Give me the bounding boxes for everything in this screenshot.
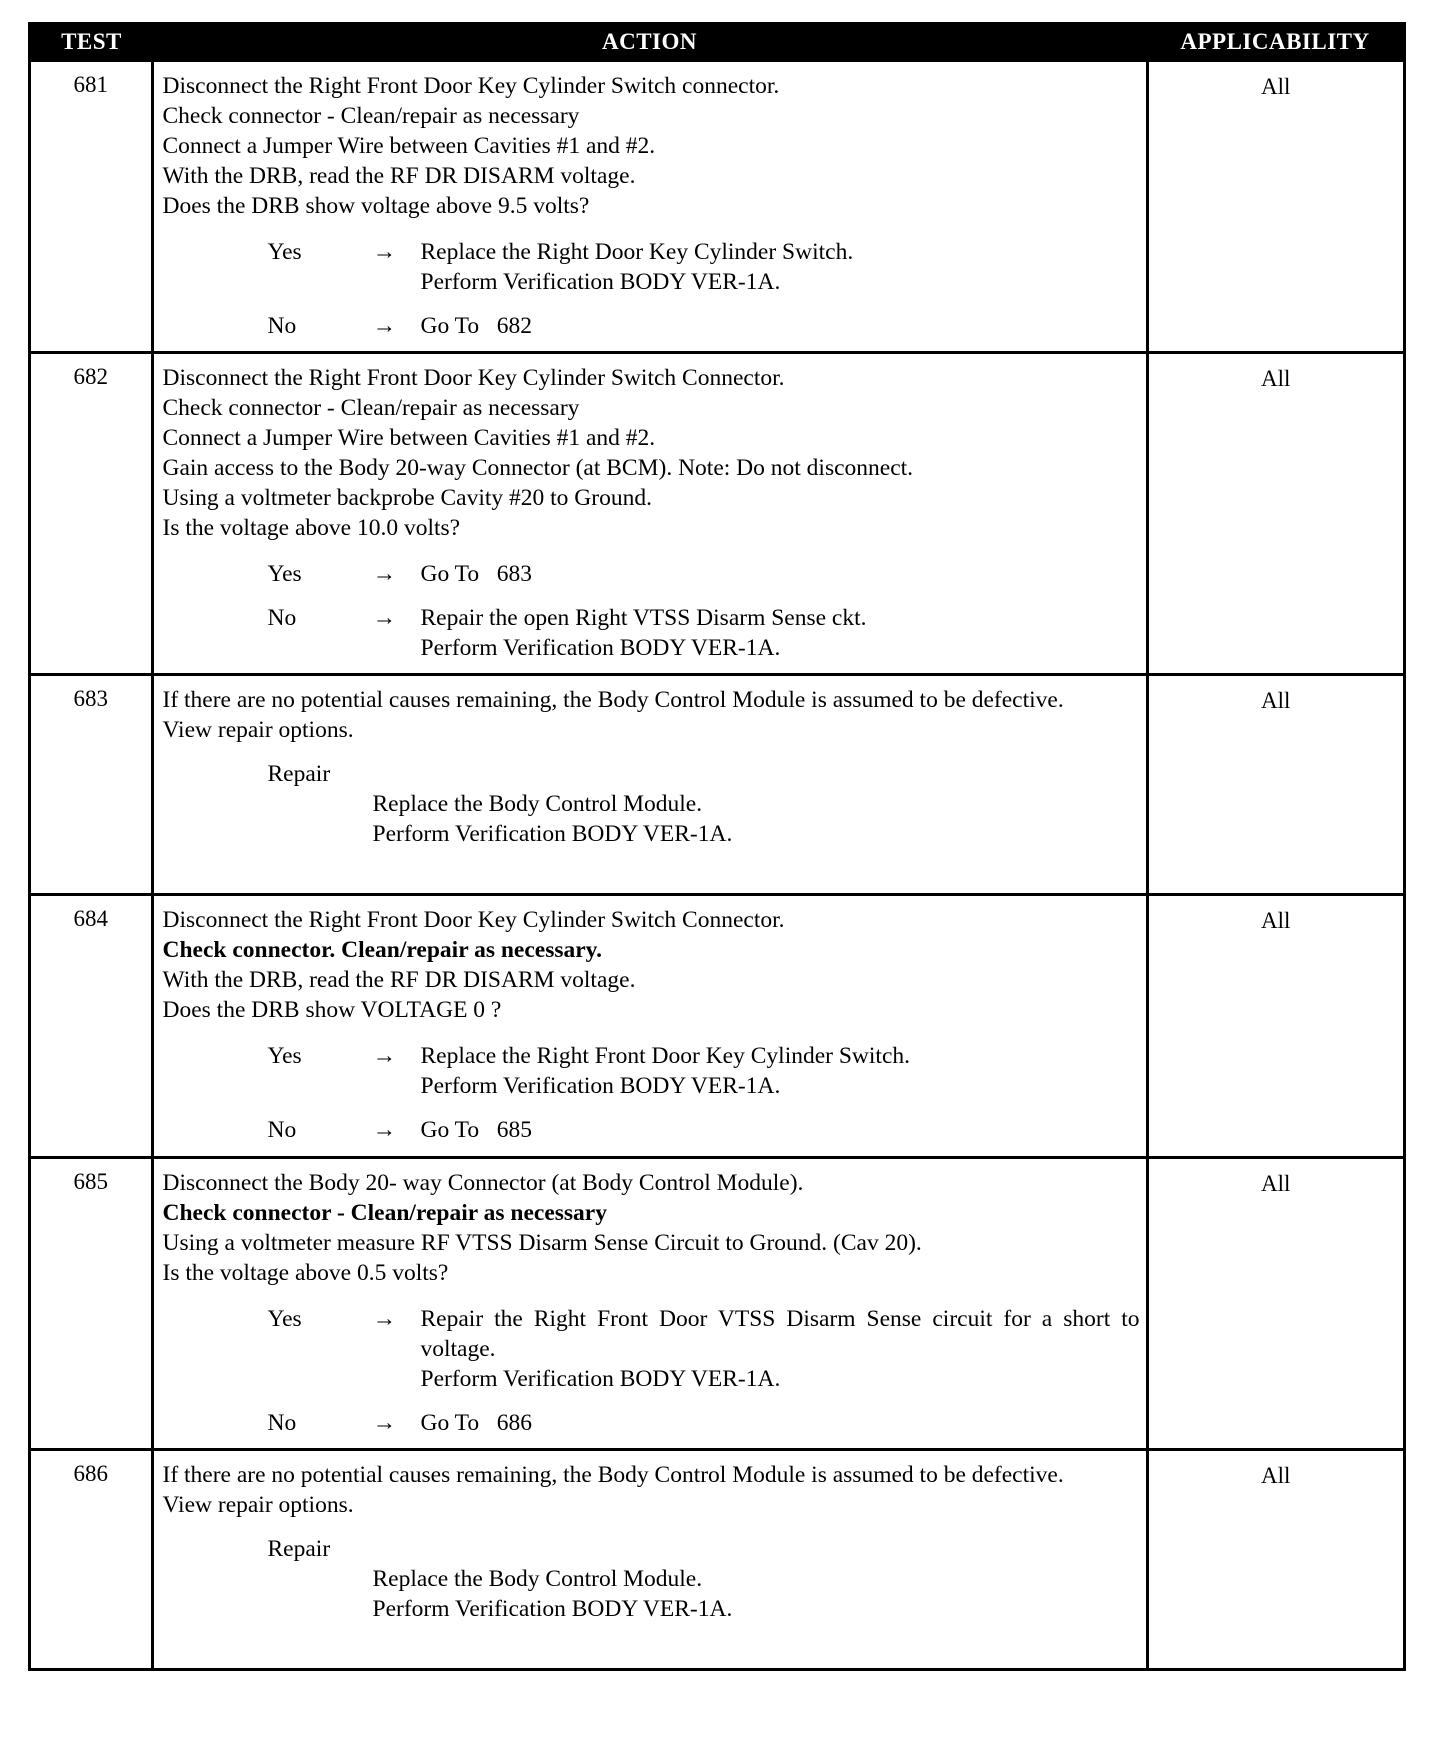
arrow-right-icon: → <box>372 561 396 587</box>
test-number: 686 <box>31 1450 152 1669</box>
repair-step: Perform Verification BODY VER-1A. <box>372 821 733 847</box>
arrow-right-icon: → <box>372 605 396 631</box>
repair-step: Perform Verification BODY VER-1A. <box>372 1596 733 1622</box>
no-branch <box>163 603 1140 663</box>
repair-steps <box>163 789 1140 849</box>
arrow-right-icon: → <box>372 1043 396 1069</box>
applicability-value: All <box>1147 1158 1403 1450</box>
action-paragraph: If there are no potential causes remaining, the Body Control Module is assumed to be defective. <box>162 1462 1064 1488</box>
test-number: 681 <box>31 61 152 353</box>
yes-branch <box>163 1304 1140 1394</box>
yes-branch <box>163 559 1140 589</box>
action-line: Disconnect the Right Front Door Key Cylinder Switch Connector. <box>162 907 785 933</box>
no-result: Go To 685 <box>420 1117 533 1143</box>
applicability-value: All <box>1147 353 1403 675</box>
yes-label: Yes <box>267 1306 302 1332</box>
yes-result: Replace the Right Front Door Key Cylinder Switch. <box>420 1043 911 1069</box>
no-result: Go To 682 <box>420 313 533 339</box>
yes-result: Perform Verification BODY VER-1A. <box>420 1073 781 1099</box>
action-paragraph: If there are no potential causes remaining, the Body Control Module is assumed to be defective. <box>162 687 1064 713</box>
table-row <box>31 61 1403 353</box>
no-result: Perform Verification BODY VER-1A. <box>420 635 781 661</box>
action-cell <box>152 1158 1147 1450</box>
no-result: Repair the open Right VTSS Disarm Sense ckt. <box>420 605 867 631</box>
yes-result: Go To 683 <box>420 561 533 587</box>
action-line: Connect a Jumper Wire between Cavities #1 and #2. <box>162 425 656 451</box>
no-label: No <box>267 1117 297 1143</box>
header-test: TEST <box>31 25 152 61</box>
action-line: Does the DRB show voltage above 9.5 volts? <box>162 193 590 219</box>
no-result: Go To 686 <box>420 1410 533 1436</box>
applicability-value: All <box>1147 61 1403 353</box>
repair-step: Replace the Body Control Module. <box>372 1566 703 1592</box>
action-line: Disconnect the Body 20- way Connector (at Body Control Module). <box>162 1170 804 1196</box>
no-branch <box>163 1408 1140 1438</box>
yes-result: Perform Verification BODY VER-1A. <box>420 1366 781 1392</box>
no-label: No <box>267 605 297 631</box>
test-number: 682 <box>31 353 152 675</box>
yes-result: Perform Verification BODY VER-1A. <box>420 269 781 295</box>
arrow-right-icon: → <box>372 1410 396 1436</box>
action-line: View repair options. <box>162 1492 354 1518</box>
action-line: Disconnect the Right Front Door Key Cylinder Switch Connector. <box>162 365 785 391</box>
yes-branch <box>163 1041 1140 1101</box>
action-cell <box>152 895 1147 1158</box>
action-line: With the DRB, read the RF DR DISARM voltage. <box>162 967 636 993</box>
action-line: Is the voltage above 0.5 volts? <box>162 1260 449 1286</box>
table-row <box>31 1158 1403 1450</box>
table-row <box>31 675 1403 895</box>
action-line: Does the DRB show VOLTAGE 0 ? <box>162 997 502 1023</box>
action-line: Check connector - Clean/repair as necessary <box>162 395 580 421</box>
table-row <box>31 895 1403 1158</box>
no-label: No <box>267 313 297 339</box>
repair-steps <box>163 1564 1140 1624</box>
yes-result: Repair the Right Front Door VTSS Disarm Sense circuit for a short to voltage. <box>420 1306 1140 1362</box>
arrow-right-icon: → <box>372 1306 396 1332</box>
action-line-bold: Check connector. Clean/repair as necessary. <box>162 937 603 963</box>
yes-label: Yes <box>267 1043 302 1069</box>
repair-label: Repair <box>267 761 331 787</box>
action-line: Is the voltage above 10.0 volts? <box>162 515 461 541</box>
arrow-right-icon: → <box>372 1117 396 1143</box>
repair-step: Replace the Body Control Module. <box>372 791 703 817</box>
action-line: Check connector - Clean/repair as necessary <box>162 103 580 129</box>
action-cell <box>152 1450 1147 1669</box>
action-line: With the DRB, read the RF DR DISARM voltage. <box>162 163 636 189</box>
yes-result: Replace the Right Door Key Cylinder Switch. <box>420 239 854 265</box>
yes-branch <box>163 237 1140 297</box>
diagnostic-test-table <box>28 22 1406 1671</box>
arrow-right-icon: → <box>372 313 396 339</box>
header-applicability: APPLICABILITY <box>1147 25 1403 61</box>
action-line: Disconnect the Right Front Door Key Cylinder Switch connector. <box>162 73 780 99</box>
table-row <box>31 353 1403 675</box>
table-row <box>31 1450 1403 1669</box>
table-header-row <box>31 25 1403 61</box>
no-branch <box>163 311 1140 341</box>
action-line: Connect a Jumper Wire between Cavities #1 and #2. <box>162 133 656 159</box>
test-table <box>31 25 1403 1668</box>
applicability-value: All <box>1147 1450 1403 1669</box>
no-label: No <box>267 1410 297 1436</box>
action-cell <box>152 353 1147 675</box>
action-line: Using a voltmeter backprobe Cavity #20 to Ground. <box>162 485 652 511</box>
no-branch <box>163 1115 1140 1145</box>
action-line: Using a voltmeter measure RF VTSS Disarm Sense Circuit to Ground. (Cav 20). <box>162 1230 922 1256</box>
arrow-right-icon: → <box>372 239 396 265</box>
repair-label: Repair <box>267 1536 331 1562</box>
test-number: 684 <box>31 895 152 1158</box>
action-line-bold: Check connector - Clean/repair as necessary <box>162 1200 607 1226</box>
action-line: Gain access to the Body 20-way Connector (at BCM). Note: Do not disconnect. <box>162 455 914 481</box>
yes-label: Yes <box>267 561 302 587</box>
applicability-value: All <box>1147 675 1403 895</box>
applicability-value: All <box>1147 895 1403 1158</box>
action-cell <box>152 675 1147 895</box>
test-number: 685 <box>31 1158 152 1450</box>
action-cell <box>152 61 1147 353</box>
header-action: ACTION <box>152 25 1147 61</box>
test-number: 683 <box>31 675 152 895</box>
yes-label: Yes <box>267 239 302 265</box>
action-line: View repair options. <box>162 717 354 743</box>
